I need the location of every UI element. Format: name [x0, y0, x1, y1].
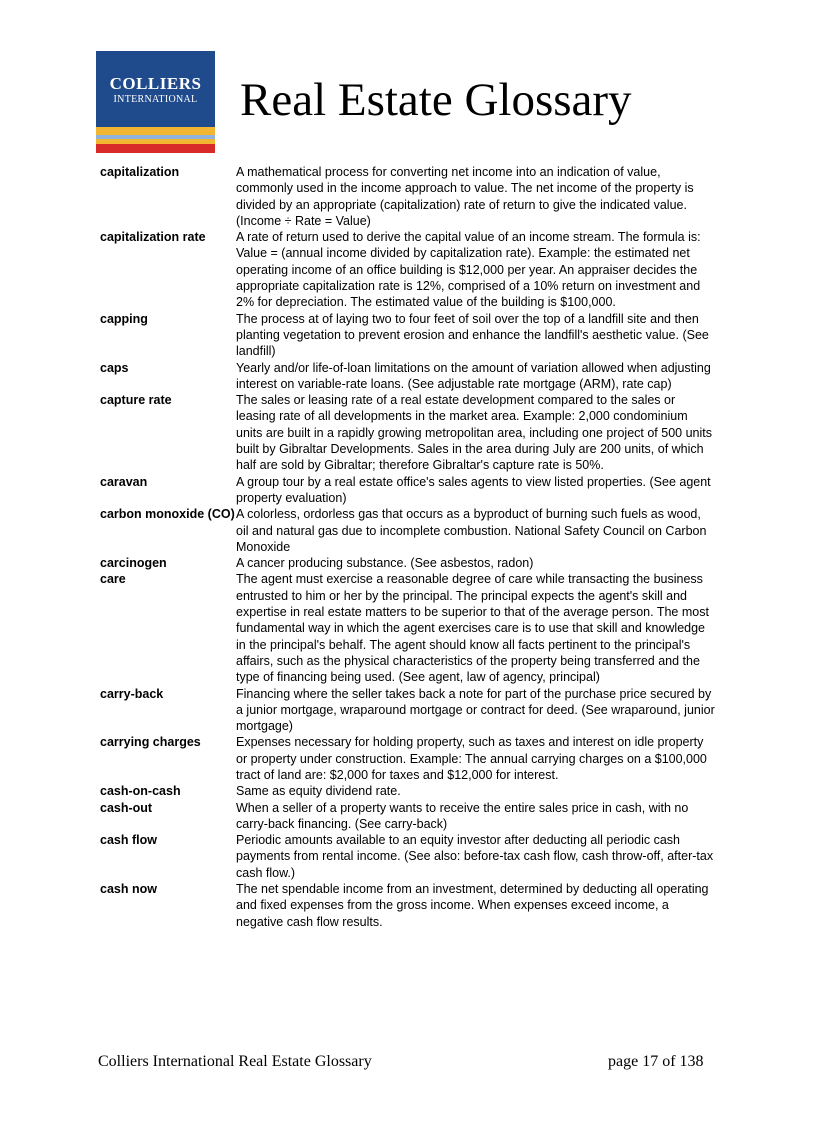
- entry-definition: A cancer producing substance. (See asbestos, radon): [236, 556, 534, 571]
- entry-definition: The agent must exercise a reasonable degree of care while transacting the business entrusted to him or her by the principal. The principal expects the agent's skill and expertise in real estate matters to be superior to that of the average person. The most fundamental way in which the agent exercises care is to use that skill and knowledge in the principal's behalf. The agent should know all facts pertinent to the principal's affairs, such as the physical characteristics of the property being transferred and the type of financing being used. (See agent, law of agency, principal): [236, 572, 709, 685]
- entry-term: carcinogen: [100, 556, 167, 571]
- entry-definition: The process at of laying two to four feet of soil over the top of a landfill site and then planting vegetation to prevent erosion and enhance the landfill's aesthetic value. (See landfill): [236, 311, 709, 359]
- entry-term: capture rate: [100, 393, 172, 408]
- glossary-entry: [100, 164, 716, 229]
- glossary-entry: [100, 783, 716, 799]
- entry-term: cash flow: [100, 833, 157, 848]
- colliers-logo: [96, 51, 215, 153]
- entry-term: capping: [100, 311, 148, 326]
- entry-definition: The net spendable income from an investment, determined by deducting all operating and fixed expenses from the gross income. When expenses exceed income, a negative cash flow results.: [236, 882, 709, 929]
- entry-definition: When a seller of a property wants to receive the entire sales price in cash, with no carry-back financing. (See carry-back): [236, 800, 689, 831]
- entry-term: care: [100, 572, 126, 587]
- entry-definition: A group tour by a real estate office's sales agents to view listed properties. (See agent property evaluation): [236, 474, 711, 505]
- glossary-entry: [100, 360, 716, 393]
- glossary-entry: [100, 800, 716, 833]
- entry-term: caravan: [100, 474, 148, 489]
- glossary-entry: [100, 686, 716, 735]
- entry-term: cash-out: [100, 800, 153, 815]
- page-number: page 17 of 138: [608, 1053, 704, 1070]
- glossary-entry: [100, 832, 716, 881]
- entry-definition: Same as equity dividend rate.: [236, 784, 401, 799]
- entry-term: capitalization rate: [100, 230, 206, 245]
- glossary-entry: [100, 571, 716, 685]
- entry-term: carry-back: [100, 686, 164, 701]
- logo-line1: COLLIERS: [109, 74, 202, 93]
- entry-term: cash now: [100, 882, 157, 897]
- entry-term: carrying charges: [100, 735, 201, 750]
- entry-definition: Yearly and/or life-of-loan limitations on the amount of variation allowed when adjusting interest on variable-rate loans. (See adjustable rate mortgage (ARM), rate cap): [236, 360, 711, 391]
- logo-line2: INTERNATIONAL: [113, 94, 198, 105]
- entry-term: caps: [100, 360, 129, 375]
- glossary-entry: [100, 474, 716, 507]
- glossary-entry: [100, 555, 716, 571]
- entry-definition: A rate of return used to derive the capital value of an income stream. The formula is: Value = (annual income divided by capitalization rate). Example: the estimated net operating income of an office building is $12,000 per year. An appraiser decides the appropriate capitalization rate is 12%, comprised of a 10% return on investment and 2% for depreciation. The estimated value of the building is $100,000.: [236, 230, 701, 310]
- entry-definition: Expenses necessary for holding property, such as taxes and interest on idle property or property under construction. Example: The annual carrying charges on a $100,000 tract of land are: $2,000 for taxes and $12,000 for interest.: [236, 735, 707, 782]
- glossary-entry: [100, 734, 716, 783]
- footer-title: Colliers International Real Estate Glossary: [98, 1053, 372, 1070]
- entry-definition: A mathematical process for converting net income into an indication of value, commonly used in the income approach to value. The net income of the property is divided by an appropriate (capitalization) rate of return to give the indicated value. (Income ÷ Rate = Value): [236, 165, 694, 228]
- entry-definition: A colorless, ordorless gas that occurs as a byproduct of burning such fuels as wood, oil and natural gas due to incomplete combustion. National Safety Council on Carbon Monoxide: [236, 507, 707, 554]
- entry-term: cash-on-cash: [100, 784, 181, 799]
- page-title: Real Estate Glossary: [240, 74, 632, 126]
- glossary-entry: [100, 506, 716, 555]
- entry-term: capitalization: [100, 165, 180, 179]
- glossary-entry: [100, 881, 716, 930]
- glossary-entry: [100, 229, 716, 310]
- entry-definition: Financing where the seller takes back a note for part of the purchase price secured by a junior mortgage, wraparound mortgage or contract for deed. (See wraparound, junior mortgage): [236, 686, 715, 734]
- glossary-entry: [100, 392, 716, 473]
- entry-definition: Periodic amounts available to an equity investor after deducting all periodic cash payments from rental income. (See also: before-tax cash flow, cash throw-off, after-tax cash flow.): [236, 833, 714, 880]
- glossary-entries: [100, 164, 716, 930]
- entry-definition: The sales or leasing rate of a real estate development compared to the sales or leasing rate of all developments in the market area. Example: 2,000 condominium units are built in a rapidly growing metropolitan area, including one project of 500 units built by Gibraltar Developments. Sales in the area during July are 200 units, of which half are sold by Gibraltar; therefore Gibraltar's capture rate is 50%.: [236, 393, 712, 473]
- entry-term: carbon monoxide (CO): [100, 507, 235, 522]
- glossary-entry: [100, 311, 716, 360]
